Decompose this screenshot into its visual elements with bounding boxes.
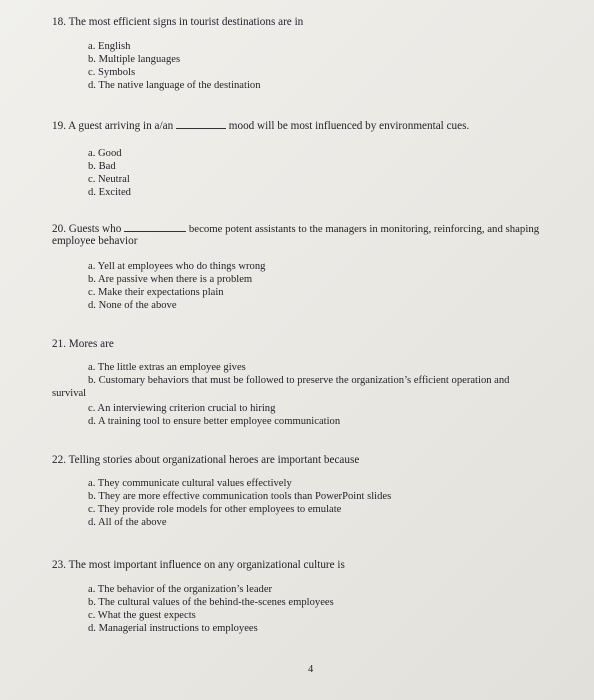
q23-option-a: a. The behavior of the organization’s leader <box>88 584 273 595</box>
q20-stem-continued: employee behavior <box>52 235 138 247</box>
q20-stem-part1: 20. Guests who <box>52 223 122 235</box>
question-20-stem <box>52 222 539 236</box>
q20-option-d: d. None of the above <box>88 300 177 311</box>
q21-option-b-continued: survival <box>52 388 87 399</box>
question-18-stem: 18. The most efficient signs in tourist destinations are in <box>52 16 304 28</box>
q20-stem-part2: become potent assistants to the managers in monitoring, reinforcing, and shaping <box>188 223 540 235</box>
q19-option-a: a. Good <box>88 148 122 159</box>
q19-stem-part1: 19. A guest arriving in a/an <box>52 120 174 132</box>
question-21-stem: 21. Mores are <box>52 338 114 350</box>
q21-option-c: c. An interviewing criterion crucial to hiring <box>88 403 276 414</box>
question-19-stem <box>52 119 469 133</box>
q22-option-a: a. They communicate cultural values effectively <box>88 478 292 489</box>
q23-option-d: d. Managerial instructions to employees <box>88 623 258 634</box>
q19-stem-part2: mood will be most influenced by environmental cues. <box>228 120 470 132</box>
q21-option-a: a. The little extras an employee gives <box>88 362 246 373</box>
q19-option-c: c. Neutral <box>88 174 130 185</box>
q18-option-c: c. Symbols <box>88 67 136 78</box>
q22-option-b: b. They are more effective communication tools than PowerPoint slides <box>88 491 392 502</box>
q21-option-d: d. A training tool to ensure better employee communication <box>88 416 341 427</box>
q20-option-b: b. Are passive when there is a problem <box>88 274 253 285</box>
q20-option-c: c. Make their expectations plain <box>88 287 224 298</box>
q18-option-d: d. The native language of the destination <box>88 80 261 91</box>
q20-blank-line <box>124 222 186 232</box>
q19-option-d: d. Excited <box>88 187 131 198</box>
question-23-stem: 23. The most important influence on any organizational culture is <box>52 559 345 571</box>
q18-option-b: b. Multiple languages <box>88 54 181 65</box>
q23-option-b: b. The cultural values of the behind-the-scenes employees <box>88 597 334 608</box>
q19-blank-line <box>176 119 226 129</box>
question-22-stem: 22. Telling stories about organizational heroes are important because <box>52 454 360 466</box>
q21-option-b: b. Customary behaviors that must be followed to preserve the organization’s efficient operation and <box>88 375 510 386</box>
q19-option-b: b. Bad <box>88 161 116 172</box>
q23-option-c: c. What the guest expects <box>88 610 196 621</box>
q22-option-d: d. All of the above <box>88 517 167 528</box>
q20-option-a: a. Yell at employees who do things wrong <box>88 261 266 272</box>
page-number: 4 <box>308 664 314 675</box>
q18-option-a: a. English <box>88 41 131 52</box>
q22-option-c: c. They provide role models for other employees to emulate <box>88 504 342 515</box>
